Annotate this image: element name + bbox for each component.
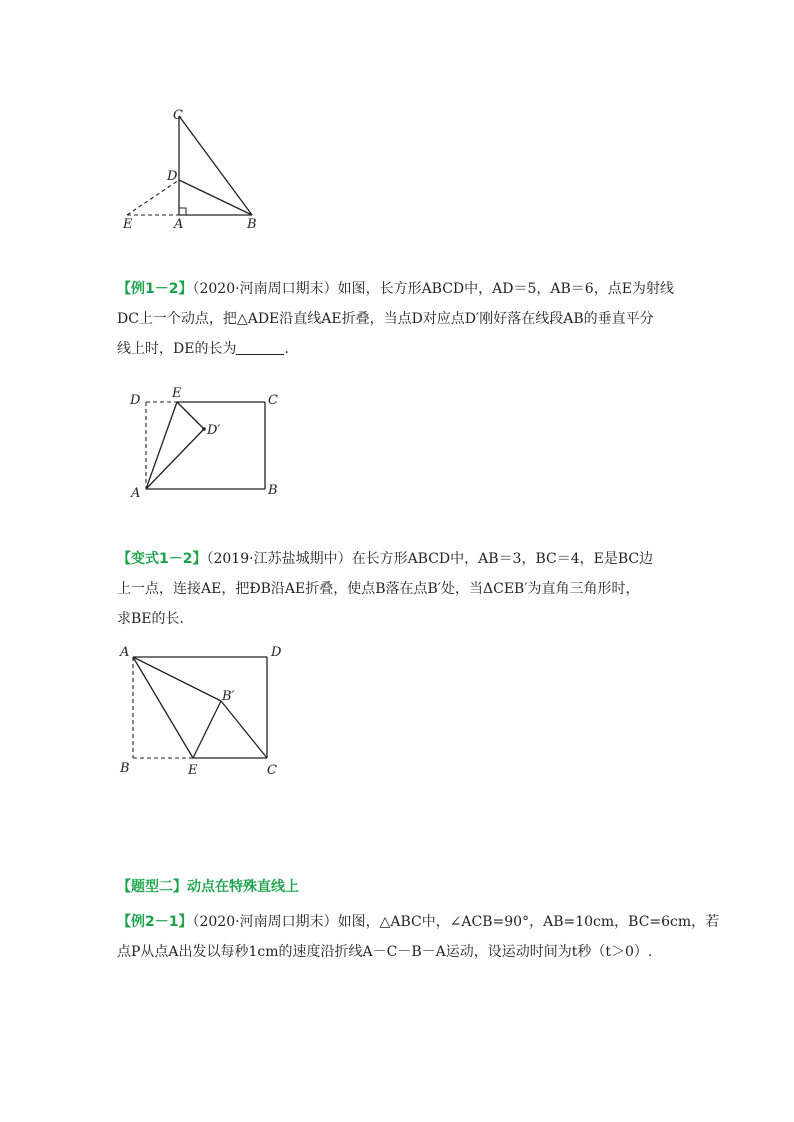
segment-b-prime-c — [221, 701, 267, 758]
figure-triangle-abc — [115, 100, 295, 235]
example-1-2-line1: （2020·河南周口期末）如图，长方形ABCD中，AD＝5，AB＝6，点E为射线 — [192, 281, 674, 297]
label-a: A — [174, 217, 184, 232]
example-2-1-line1: （2020·河南周口期末）如图，△ABC中，∠ACB=90°，AB=10cm，BC=6cm，若 — [192, 914, 720, 930]
label-d: D — [271, 645, 282, 660]
label-d: D — [167, 169, 178, 184]
label-b-prime: B′ — [222, 689, 235, 704]
label-c: C — [173, 108, 183, 123]
label-e: E — [123, 217, 133, 232]
label-e: E — [172, 386, 182, 401]
example-1-2-tag: 【例1－2】 — [117, 281, 193, 297]
variant-1-2-line1: （2019·江苏盐城期中）在长方形ABCD中，AB＝3，BC＝4，E是BC边 — [206, 551, 654, 567]
example-1-2-period: . — [284, 341, 289, 357]
section-heading — [117, 876, 299, 896]
variant-1-2-tag: 【变式1－2】 — [117, 551, 207, 567]
label-a: A — [131, 486, 141, 501]
variant-1-2-line3: 求BE的长. — [117, 611, 184, 627]
example-1-2-line2: DC上一个动点，把△ADE沿直线AE折叠，当点D对应点D′刚好落在线段AB的垂直平分 — [117, 311, 654, 327]
answer-blank — [236, 340, 284, 355]
label-c: C — [267, 763, 277, 778]
label-a: A — [120, 645, 130, 660]
segment-db — [179, 180, 252, 215]
label-c: C — [268, 393, 278, 408]
dashed-ed — [127, 180, 179, 215]
label-b: B — [120, 761, 130, 776]
segment-eb-prime — [193, 701, 221, 758]
segment-cb — [179, 116, 252, 215]
label-d: D — [130, 393, 141, 408]
segment-ae — [146, 402, 177, 489]
label-b: B — [268, 483, 278, 498]
variant-1-2-line2: 上一点，连接AE，把ÐB沿AE折叠，使点B落在点B′处，当ΔCEB′为直角三角形时， — [117, 581, 640, 597]
segment-ed-prime — [177, 402, 204, 429]
example-1-2-line3: 线上时，DE的长为 — [117, 341, 237, 357]
label-b: B — [247, 217, 257, 232]
section-title: 【题型二】动点在特殊直线上 — [117, 879, 299, 895]
label-d-prime: D′ — [207, 423, 221, 438]
right-angle-mark — [179, 208, 186, 215]
example-2-1-line2: 点P从点A出发以每秒1cm的速度沿折线A－C－B－A运动，设运动时间为t秒（t＞0）. — [117, 944, 653, 960]
segment-ad-prime — [146, 429, 204, 489]
point-d-prime — [202, 427, 206, 431]
example-2-1-tag: 【例2－1】 — [117, 914, 193, 930]
example-1-2 — [117, 274, 677, 364]
label-e: E — [188, 763, 198, 778]
example-2-1 — [117, 907, 720, 967]
figure-rectangle-fold — [115, 382, 295, 502]
variant-1-2 — [117, 544, 677, 634]
figure-rectangle-fold-b — [115, 640, 295, 780]
